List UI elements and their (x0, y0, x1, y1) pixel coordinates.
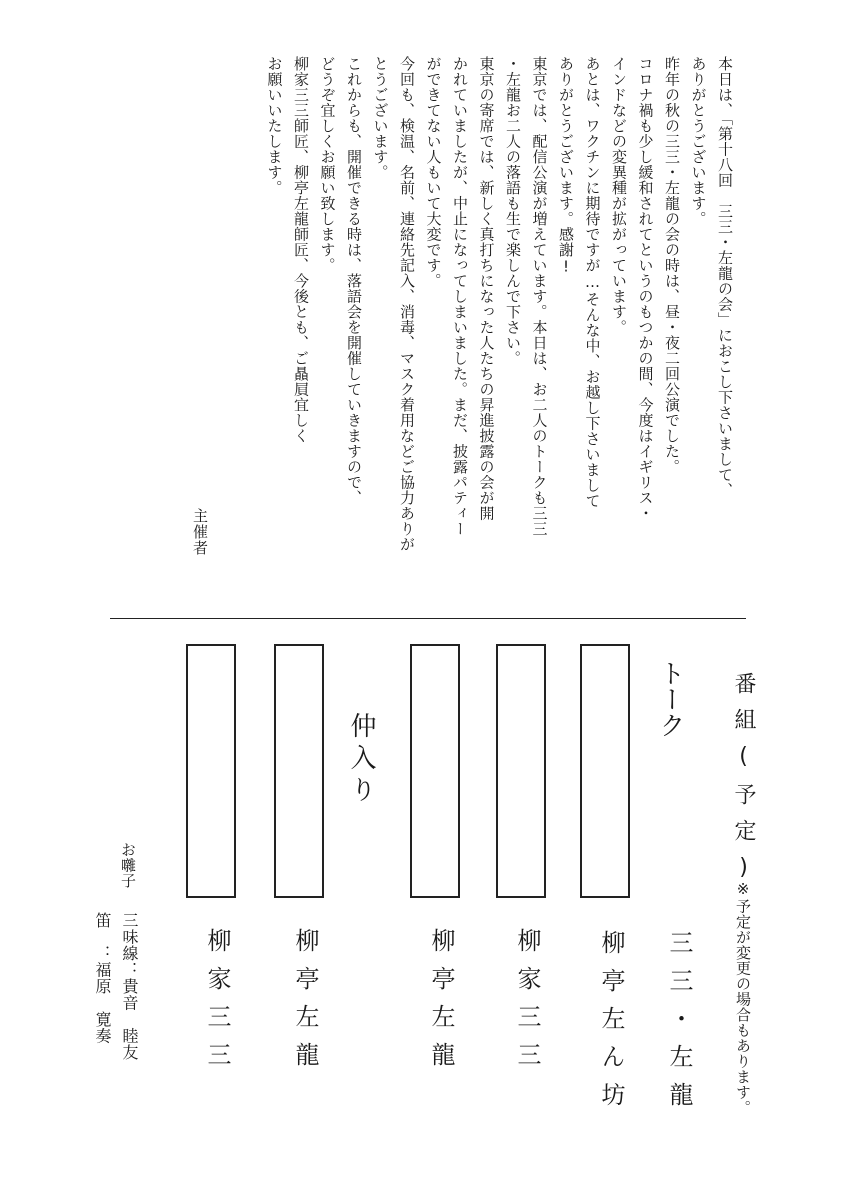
greeting-line: 柳家三三師匠、柳亭左龍師匠、今後とも、ご贔屓宜しく (292, 56, 310, 444)
program-slot-box (410, 644, 460, 898)
greeting-line: インドなどの変異種が拡がっています。 (610, 56, 628, 335)
program-slot-box (186, 644, 236, 898)
program-slot-box (274, 644, 324, 898)
section-divider (110, 618, 746, 619)
greeting-line: かれていましたが、中止になってしまいました。まだ、披露パティー (451, 56, 469, 537)
program-title: 番組(予定) (731, 672, 756, 894)
organizer-signature: 主催者 (191, 508, 209, 556)
greeting-line: ・左龍お二人の落語も生で楽しんで下さい。 (504, 56, 522, 366)
hayashi-title: お囃子 (119, 842, 137, 889)
program-note: ※予定が変更の場合もあります。 (734, 880, 752, 1116)
program-performer: 柳家三三 (513, 928, 541, 1080)
greeting-line: お願いいたします。 (265, 56, 284, 196)
talk-performers: 三三・左龍 (665, 930, 693, 1120)
program-slot-box (496, 644, 546, 898)
program-slot-box (580, 644, 630, 898)
greeting-line: どうぞ宜しくお願い致します。 (318, 56, 337, 273)
program-performer: 柳家三三 (203, 928, 231, 1080)
talk-label: トーク (655, 660, 685, 738)
greeting-line: 昨年の秋の三三・左龍の会の時は、昼・夜二回公演でした。 (663, 56, 681, 475)
greeting-line: 本日は、「第十八回 三三・左龍の会」におこし下さいまして、 (716, 56, 734, 498)
greeting-line: ありがとうございます。 (689, 56, 708, 227)
shamisen-credit: 三味線：貴音 睦友 (120, 912, 139, 1061)
intermission-label: 仲入り (346, 712, 376, 808)
greeting-line: ありがとうございます。感謝! (557, 56, 575, 276)
program-performer: 柳亭左ん坊 (597, 930, 625, 1120)
greeting-line: ができてない人もいて大変です。 (424, 56, 443, 289)
program-performer: 柳亭左龍 (427, 928, 455, 1080)
greeting-letter (261, 56, 738, 616)
greeting-line: あとは、ワクチンに期待ですが…そんな中、お越し下さいまして (583, 56, 602, 509)
greeting-line: 東京の寄席では、新しく真打ちになった人たちの昇進披露の会が開 (477, 56, 496, 521)
greeting-line: これからも、開催できる時は、落語会を開催していきますので、 (345, 56, 363, 506)
greeting-line: 今回も、検温、名前、連絡先記入、消毒、マスク着用などご協力ありが (398, 56, 416, 552)
flute-credit: 笛 ：福原 寛奏 (93, 912, 112, 1044)
greeting-line: コロナ禍も少し緩和されてというのもつかの間、今度はイギリス・ (636, 56, 655, 521)
program-performer: 柳亭左龍 (291, 928, 319, 1080)
greeting-line: 東京では、配信公演が増えています。本日は、お二人のトークも三三 (530, 56, 549, 537)
greeting-line: とうございます。 (371, 56, 390, 180)
